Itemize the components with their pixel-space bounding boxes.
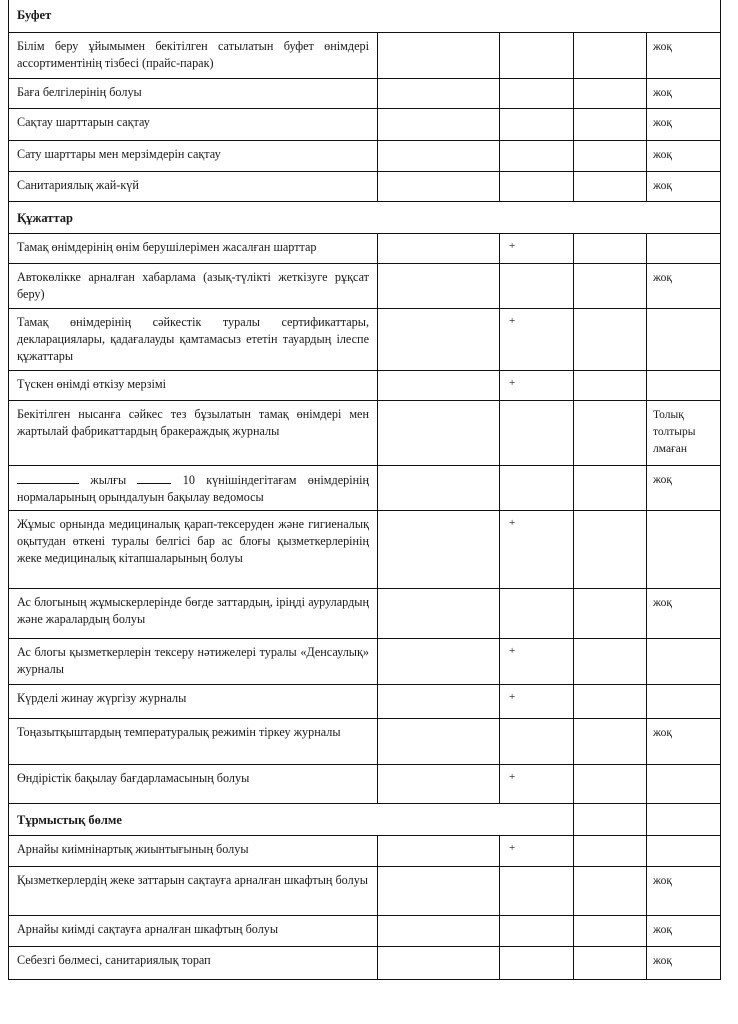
mark-cell: + xyxy=(500,233,574,263)
value-cell xyxy=(574,233,647,263)
status-cell: жоқ xyxy=(647,140,721,171)
section-header-household-room xyxy=(9,803,721,835)
status-cell: жоқ xyxy=(647,108,721,140)
table-row xyxy=(9,588,721,638)
blank-line xyxy=(137,471,171,484)
value-cell xyxy=(378,32,500,78)
value-cell xyxy=(574,835,647,866)
table-row xyxy=(9,465,721,510)
status-cell: жоқ xyxy=(647,588,721,638)
status-cell xyxy=(647,308,721,370)
mark-cell xyxy=(500,465,574,510)
section-title: Құжаттар xyxy=(9,201,721,233)
table-row xyxy=(9,233,721,263)
table-row xyxy=(9,510,721,588)
status-cell xyxy=(647,835,721,866)
table-row xyxy=(9,78,721,108)
mark-cell xyxy=(500,32,574,78)
status-cell xyxy=(647,510,721,588)
table-row xyxy=(9,638,721,684)
value-cell xyxy=(574,171,647,201)
value-cell xyxy=(574,803,647,835)
value-cell xyxy=(378,764,500,803)
table-row xyxy=(9,718,721,764)
criterion-cell: Күрделі жинау жүргізу журналы xyxy=(9,684,378,718)
status-cell xyxy=(647,764,721,803)
mark-cell: + xyxy=(500,308,574,370)
value-cell xyxy=(574,465,647,510)
section-title: Буфет xyxy=(9,0,721,32)
table-row xyxy=(9,764,721,803)
value-cell xyxy=(378,108,500,140)
mark-cell xyxy=(500,78,574,108)
status-cell: жоқ xyxy=(647,32,721,78)
value-cell xyxy=(378,866,500,915)
table-row xyxy=(9,263,721,308)
criterion-cell: Түскен өнімді өткізу мерзімі xyxy=(9,370,378,400)
criterion-cell: Арнайы киімді сақтауға арналған шкафтың болуы xyxy=(9,915,378,946)
mark-cell: + xyxy=(500,638,574,684)
inspection-checklist-table xyxy=(8,0,721,980)
mark-cell xyxy=(500,946,574,979)
value-cell xyxy=(574,32,647,78)
value-cell xyxy=(378,638,500,684)
mark-cell: + xyxy=(500,684,574,718)
status-cell: жоқ xyxy=(647,946,721,979)
criterion-cell: Өндірістік бақылау бағдарламасының болуы xyxy=(9,764,378,803)
value-cell xyxy=(378,233,500,263)
mark-cell: + xyxy=(500,835,574,866)
value-cell xyxy=(574,510,647,588)
blank-line xyxy=(17,471,79,484)
criterion-cell: Тоңазытқыштардың температуралық режимін тіркеу журналы xyxy=(9,718,378,764)
section-title: Тұрмыстық бөлме xyxy=(9,803,574,835)
criterion-text-part: 10 күнішіндегітағам өнімдерінің нормаларының орындалуын бақылау ведомосы xyxy=(17,472,370,504)
value-cell xyxy=(378,171,500,201)
mark-cell xyxy=(500,108,574,140)
status-cell: жоқ xyxy=(647,866,721,915)
criterion-cell: Қызметкерлердің жеке заттарын сақтауға арналған шкафтың болуы xyxy=(9,866,378,915)
value-cell xyxy=(378,308,500,370)
value-cell xyxy=(574,718,647,764)
status-cell xyxy=(647,684,721,718)
table-row xyxy=(9,32,721,78)
value-cell xyxy=(378,263,500,308)
value-cell xyxy=(574,588,647,638)
criterion-cell: Жұмыс орнында медициналық қарап-тексеруден және гигиеналық оқытудан өткені туралы белгісі бар ас блоғы қызметкерлерінің жеке медициналық кітапшаларының болуы xyxy=(9,510,378,588)
criterion-cell: Бекітілген нысанға сәйкес тез бұзылатын тамақ өнімдері мен жартылай фабрикаттардың бракераждық журналы xyxy=(9,400,378,465)
value-cell xyxy=(378,370,500,400)
criterion-cell: Арнайы киімнінартық жиынтығының болуы xyxy=(9,835,378,866)
criterion-cell: Санитариялық жай-күй xyxy=(9,171,378,201)
value-cell xyxy=(378,78,500,108)
value-cell xyxy=(574,915,647,946)
value-cell xyxy=(574,400,647,465)
mark-cell xyxy=(500,588,574,638)
criterion-cell: Ас блогының жұмыскерлерінде бөгде заттардың, іріңді аурулардың және жаралардың болуы xyxy=(9,588,378,638)
status-cell xyxy=(647,638,721,684)
value-cell xyxy=(574,108,647,140)
table-row xyxy=(9,140,721,171)
value-cell xyxy=(378,400,500,465)
table-row xyxy=(9,835,721,866)
value-cell xyxy=(574,78,647,108)
table-row xyxy=(9,108,721,140)
value-cell xyxy=(378,835,500,866)
value-cell xyxy=(378,588,500,638)
value-cell xyxy=(574,638,647,684)
mark-cell: + xyxy=(500,370,574,400)
mark-cell xyxy=(500,915,574,946)
table-row xyxy=(9,400,721,465)
table-row xyxy=(9,308,721,370)
value-cell xyxy=(378,510,500,588)
table-row xyxy=(9,684,721,718)
criterion-cell: Себезгі бөлмесі, санитариялық торап xyxy=(9,946,378,979)
criterion-cell: Тамақ өнімдерінің өнім берушілерімен жасалған шарттар xyxy=(9,233,378,263)
status-cell: жоқ xyxy=(647,718,721,764)
mark-cell xyxy=(500,263,574,308)
criterion-cell: Сату шарттары мен мерзімдерін сақтау xyxy=(9,140,378,171)
value-cell xyxy=(378,465,500,510)
value-cell xyxy=(574,263,647,308)
section-header-documents xyxy=(9,201,721,233)
value-cell xyxy=(378,140,500,171)
status-cell: жоқ xyxy=(647,915,721,946)
status-cell xyxy=(647,370,721,400)
section-header-bufet xyxy=(9,0,721,32)
criterion-cell: Автокөлікке арналған хабарлама (азық-түлікті жеткізуге рұқсат беру) xyxy=(9,263,378,308)
criterion-cell: Тамақ өнімдерінің сәйкестік туралы сертификаттары, декларациялары, қадағалауды қамтамасыз ететін тауардың ілеспе құжаттары xyxy=(9,308,378,370)
status-cell xyxy=(647,233,721,263)
table-row xyxy=(9,866,721,915)
criterion-cell: Білім беру ұйымымен бекітілген сатылатын буфет өнімдері ассортиментінің тізбесі (прайс-парак) xyxy=(9,32,378,78)
criterion-text-part: жылғы xyxy=(90,472,127,487)
mark-cell: + xyxy=(500,510,574,588)
criterion-cell: Баға белгілерінің болуы xyxy=(9,78,378,108)
status-cell: жоқ xyxy=(647,171,721,201)
value-cell xyxy=(378,684,500,718)
value-cell xyxy=(378,946,500,979)
status-cell: жоқ xyxy=(647,465,721,510)
value-cell xyxy=(574,370,647,400)
status-cell: жоқ xyxy=(647,263,721,308)
status-cell: жоқ xyxy=(647,78,721,108)
value-cell xyxy=(574,140,647,171)
criterion-cell: Ас блогы қызметкерлерін тексеру нәтижелері туралы «Денсаулық» журналы xyxy=(9,638,378,684)
criterion-cell: Сақтау шарттарын сақтау xyxy=(9,108,378,140)
status-cell: Толық толтыры лмаған xyxy=(647,400,721,465)
value-cell xyxy=(574,866,647,915)
mark-cell xyxy=(500,171,574,201)
table-row xyxy=(9,370,721,400)
value-cell xyxy=(378,915,500,946)
mark-cell xyxy=(500,400,574,465)
table-row xyxy=(9,946,721,979)
mark-cell xyxy=(500,866,574,915)
value-cell xyxy=(574,308,647,370)
value-cell xyxy=(574,946,647,979)
value-cell xyxy=(378,718,500,764)
inspection-checklist-page xyxy=(8,0,720,980)
table-row xyxy=(9,915,721,946)
value-cell xyxy=(574,684,647,718)
mark-cell xyxy=(500,140,574,171)
table-row xyxy=(9,171,721,201)
value-cell xyxy=(574,764,647,803)
criterion-cell xyxy=(9,465,378,510)
mark-cell xyxy=(500,718,574,764)
mark-cell: + xyxy=(500,764,574,803)
status-cell xyxy=(647,803,721,835)
